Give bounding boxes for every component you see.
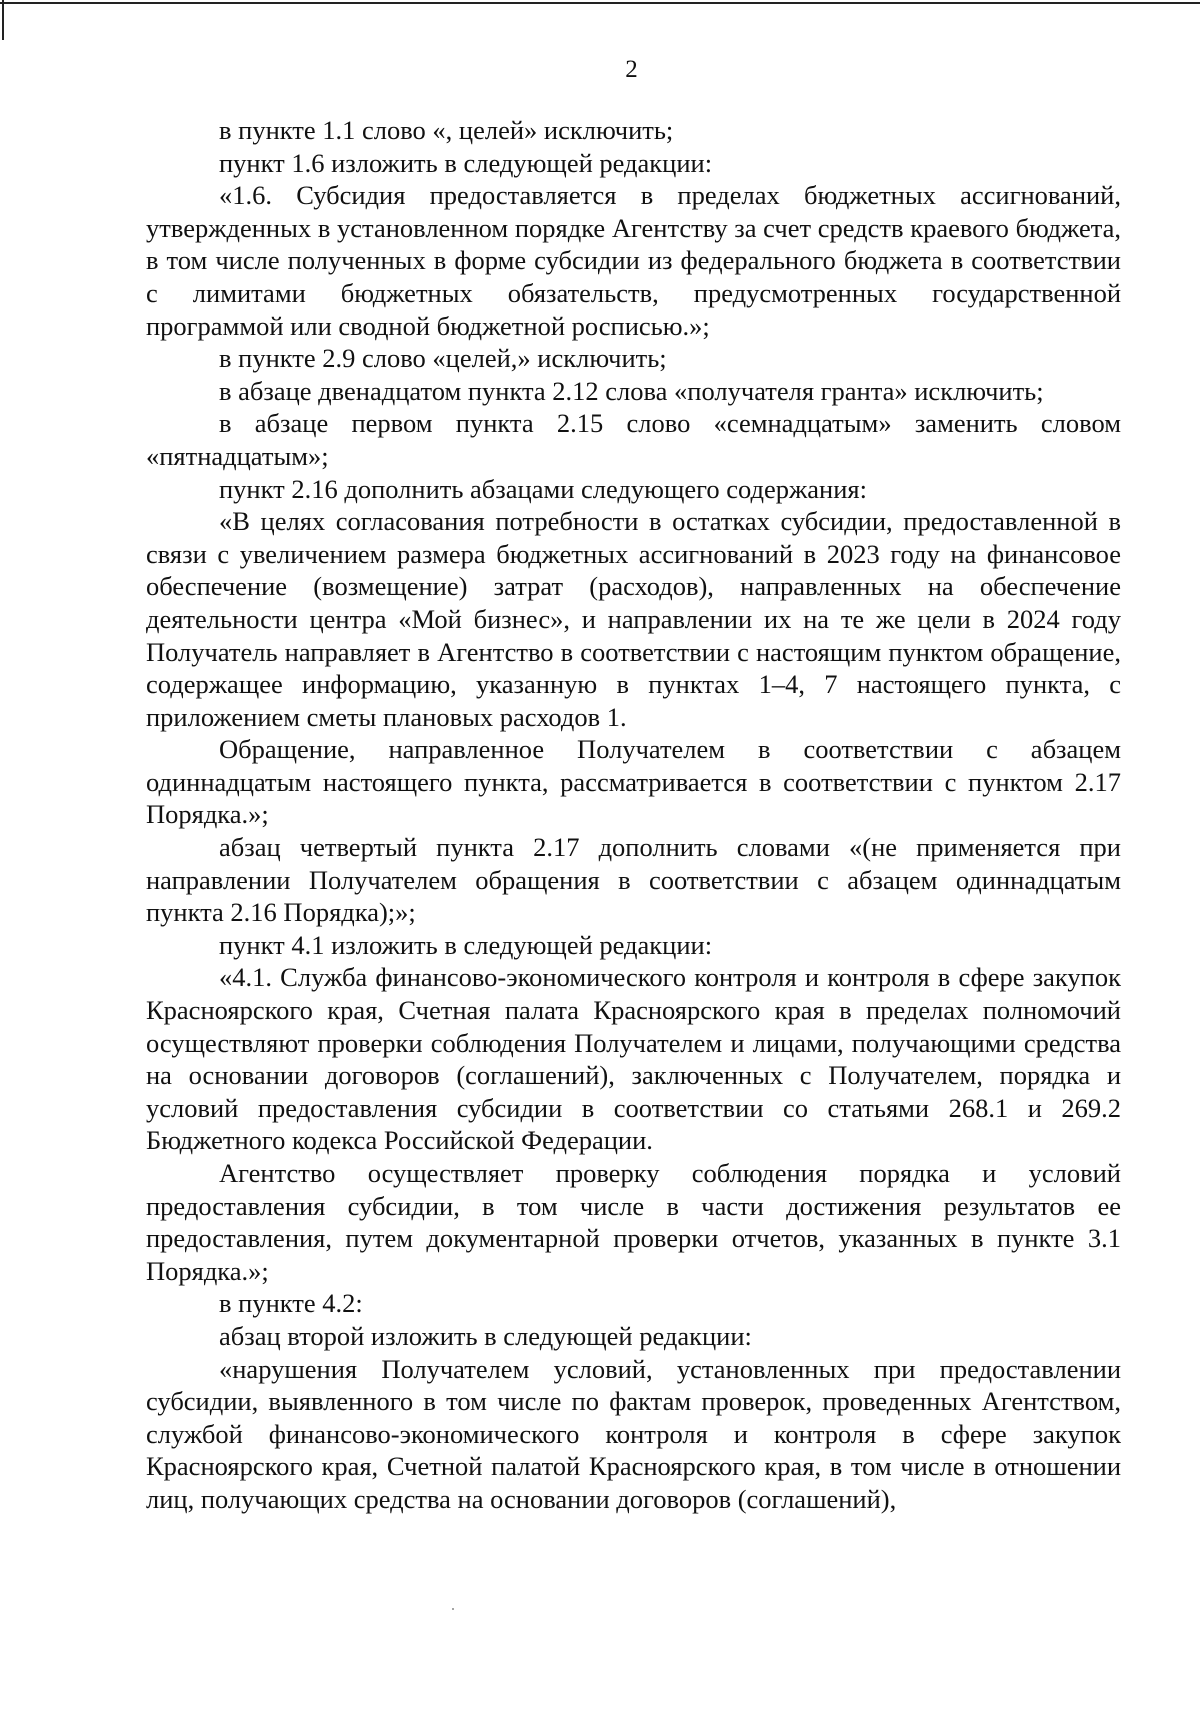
scan-edge-top [0, 2, 1200, 4]
paragraph: в абзаце двенадцатом пункта 2.12 слова «получателя гранта» исключить; [219, 375, 1044, 406]
paragraph: в пункте 2.9 слово «целей,» исключить; [219, 343, 667, 374]
scan-edge-left [2, 0, 4, 40]
paragraph: «4.1. Служба финансово-экономического контроля и контроля в сфере закупок Красноярского края, Счетная палата Красноярского края в пределах полномочий осуществляют проверки соблюдения Получателем и лицами, получающими средства на основании договоров (соглашений), заключенных с Получателем, порядка и условий предоставления субсидии в соответствии со статьями 268.1 и 269.2 Бюджетного кодекса Российской Федерации. [146, 962, 1121, 1156]
paragraph: в пункте 4.2: [219, 1288, 363, 1319]
paragraph: абзац второй изложить в следующей редакции: [219, 1320, 752, 1351]
paragraph: в абзаце первом пункта 2.15 слово «семнадцатым» заменить словом «пятнадцатым»; [146, 408, 1121, 471]
paragraph: пункт 1.6 изложить в следующей редакции: [219, 147, 713, 178]
paragraph: в пункте 1.1 слово «, целей» исключить; [219, 115, 674, 145]
paragraph: «нарушения Получателем условий, установленных при предоставлении субсидии, выявленного в том числе по фактам проверок, проведенных Агентством, службой финансово-экономического контроля и контроля в сфере закупок Красноярского края, Счетной палатой Красноярского края, в том числе в отношении лиц, получающих средства на основании договоров (соглашений), [146, 1353, 1121, 1514]
paragraph: «1.6. Субсидия предоставляется в пределах бюджетных ассигнований, утвержденных в установленном порядке Агентству за счет средств краевого бюджета, в том числе полученных в форме субсидии из федерального бюджета в соответствии с лимитами бюджетных обязательств, предусмотренных государственной программой или сводной бюджетной росписью.»; [146, 180, 1121, 341]
document-body [146, 114, 1121, 1516]
paragraph: абзац четвертый пункта 2.17 дополнить словами «(не применяется при направлении Получателем обращения в соответствии с абзацем одиннадцатым пункта 2.16 Порядка);»; [146, 832, 1121, 928]
paragraph: Обращение, направленное Получателем в соответствии с абзацем одиннадцатым настоящего пункта, рассматривается в соответствии с пунктом 2.17 Порядка.»; [146, 734, 1121, 830]
paragraph: Агентство осуществляет проверку соблюдения порядка и условий предоставления субсидии, в том числе в части достижения результатов ее предоставления, путем документарной проверки отчетов, указанных в пункте 3.1 Порядка.»; [146, 1158, 1121, 1286]
paragraph: пункт 4.1 изложить в следующей редакции: [219, 929, 713, 960]
scan-speck [452, 1608, 454, 1610]
page-number: 2 [625, 56, 638, 83]
paragraph: пункт 2.16 дополнить абзацами следующего содержания: [219, 473, 867, 504]
paragraph: «В целях согласования потребности в остатках субсидии, предоставленной в связи с увеличением размера бюджетных ассигнований в 2023 году на финансовое обеспечение (возмещение) затрат (расходов), направленных на обеспечение деятельности центра «Мой бизнес», и направлении их на те же цели в 2024 году Получатель направляет в Агентство в соответствии с настоящим пунктом обращение, содержащее информацию, указанную в пунктах 1–4, 7 настоящего пункта, с приложением сметы плановых расходов 1. [146, 506, 1121, 732]
